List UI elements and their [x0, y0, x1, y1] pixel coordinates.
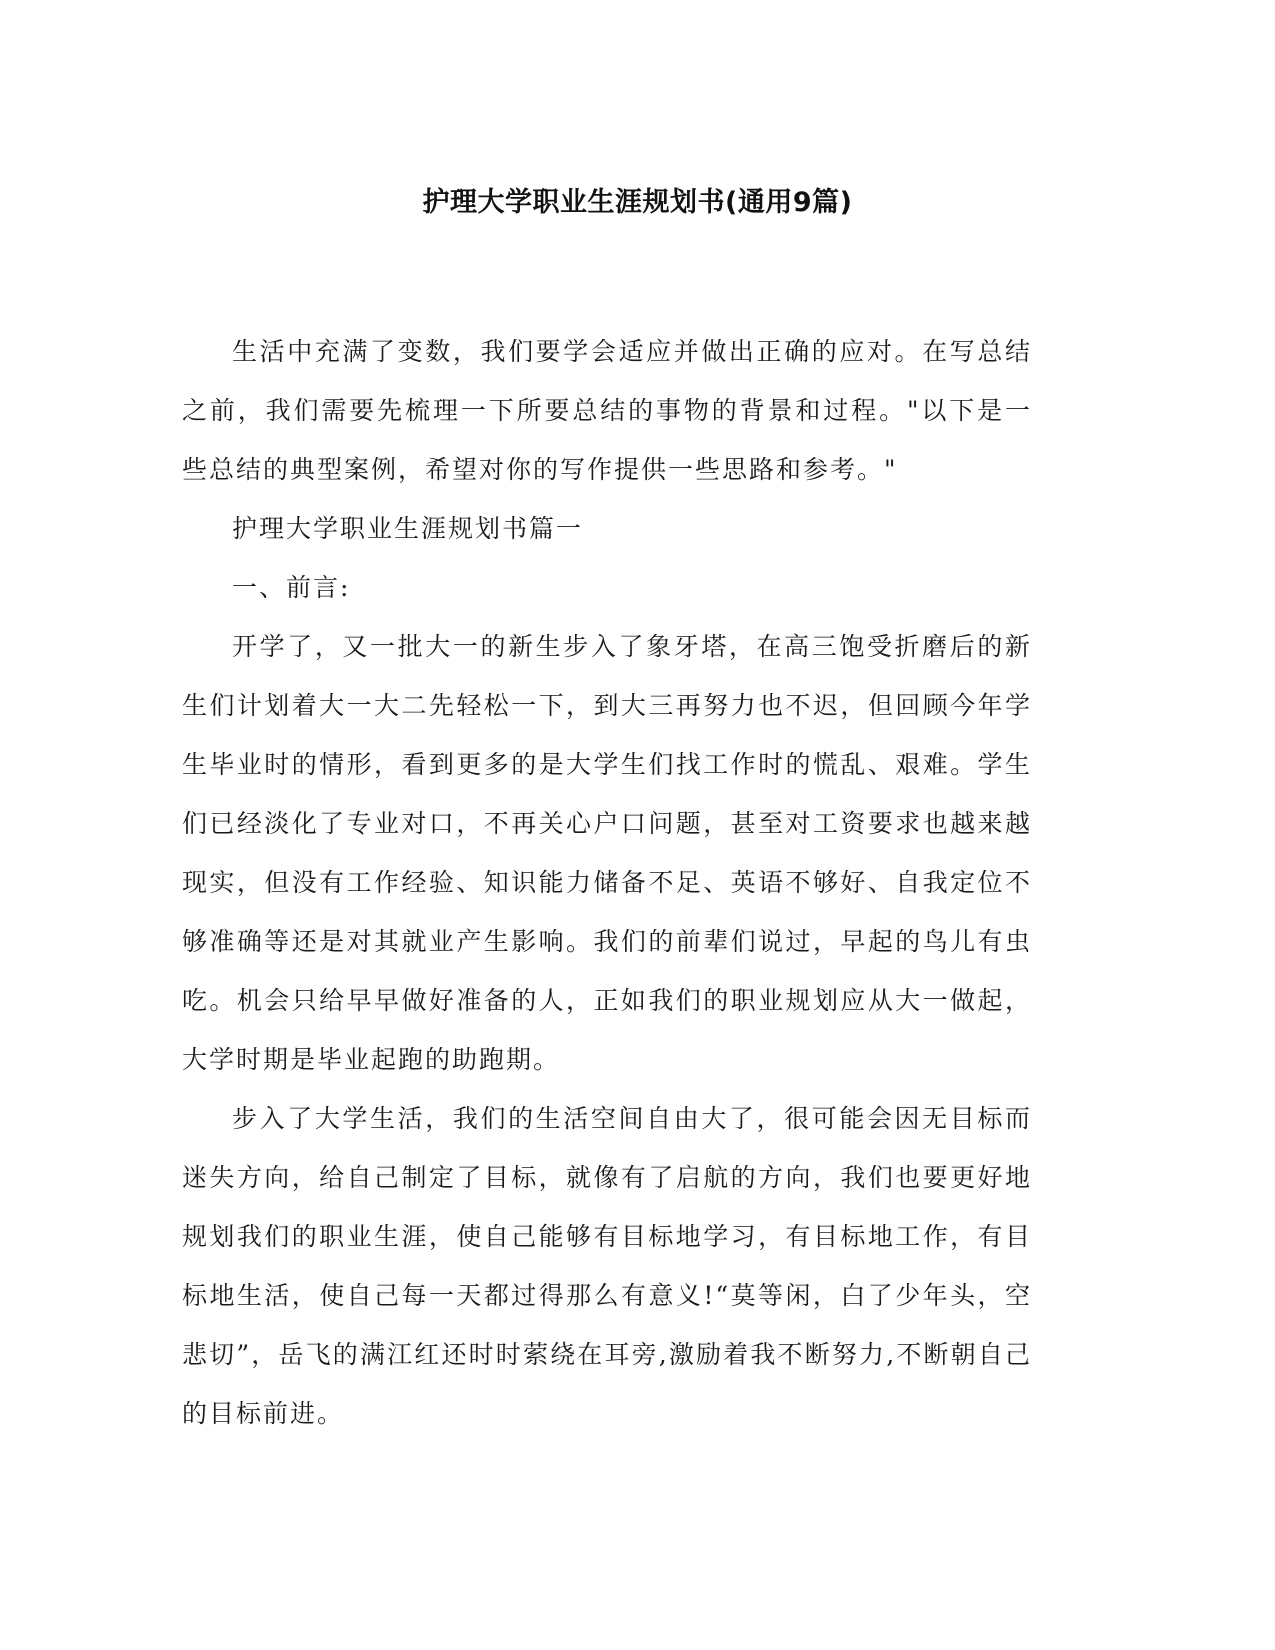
- document-title: 护理大学职业生涯规划书(通用9篇): [422, 187, 853, 218]
- body-paragraph: 开学了，又一批大一的新生步入了象牙塔，在高三饱受折磨后的新生们计划着大一大二先轻松一下，到大三再努力也不迟，但回顾今年学生毕业时的情形，看到更多的是大学生们找工作时的慌乱、艰难。学生们已经淡化了专业对口，不再关心户口问题，甚至对工资要求也越来越现实，但没有工作经验、知识能力储备不足、英语不够好、自我定位不够准确等还是对其就业产生影响。我们的前辈们说过，早起的鸟儿有虫吃。机会只给早早做好准备的人，正如我们的职业规划应从大一做起，大学时期是毕业起跑的助跑期。: [182, 632, 1032, 1074]
- section-heading: 护理大学职业生涯规划书篇一: [232, 514, 584, 543]
- document-body: [182, 322, 1032, 1443]
- body-paragraph: 步入了大学生活，我们的生活空间自由大了，很可能会因无目标而迷失方向，给自己制定了目标，就像有了启航的方向，我们也要更好地规划我们的职业生涯，使自己能够有目标地学习，有目标地工作，有目标地生活，使自己每一天都过得那么有意义!“莫等闲，白了少年头，空悲切”，岳飞的满江红还时时萦绕在耳旁,激励着我不断努力,不断朝自己的目标前进。: [182, 1104, 1032, 1428]
- intro-paragraph: 生活中充满了变数，我们要学会适应并做出正确的应对。在写总结之前，我们需要先梳理一下所要总结的事物的背景和过程。"以下是一些总结的典型案例，希望对你的写作提供一些思路和参考。": [182, 337, 1032, 484]
- subsection-heading: 一、前言:: [232, 573, 351, 602]
